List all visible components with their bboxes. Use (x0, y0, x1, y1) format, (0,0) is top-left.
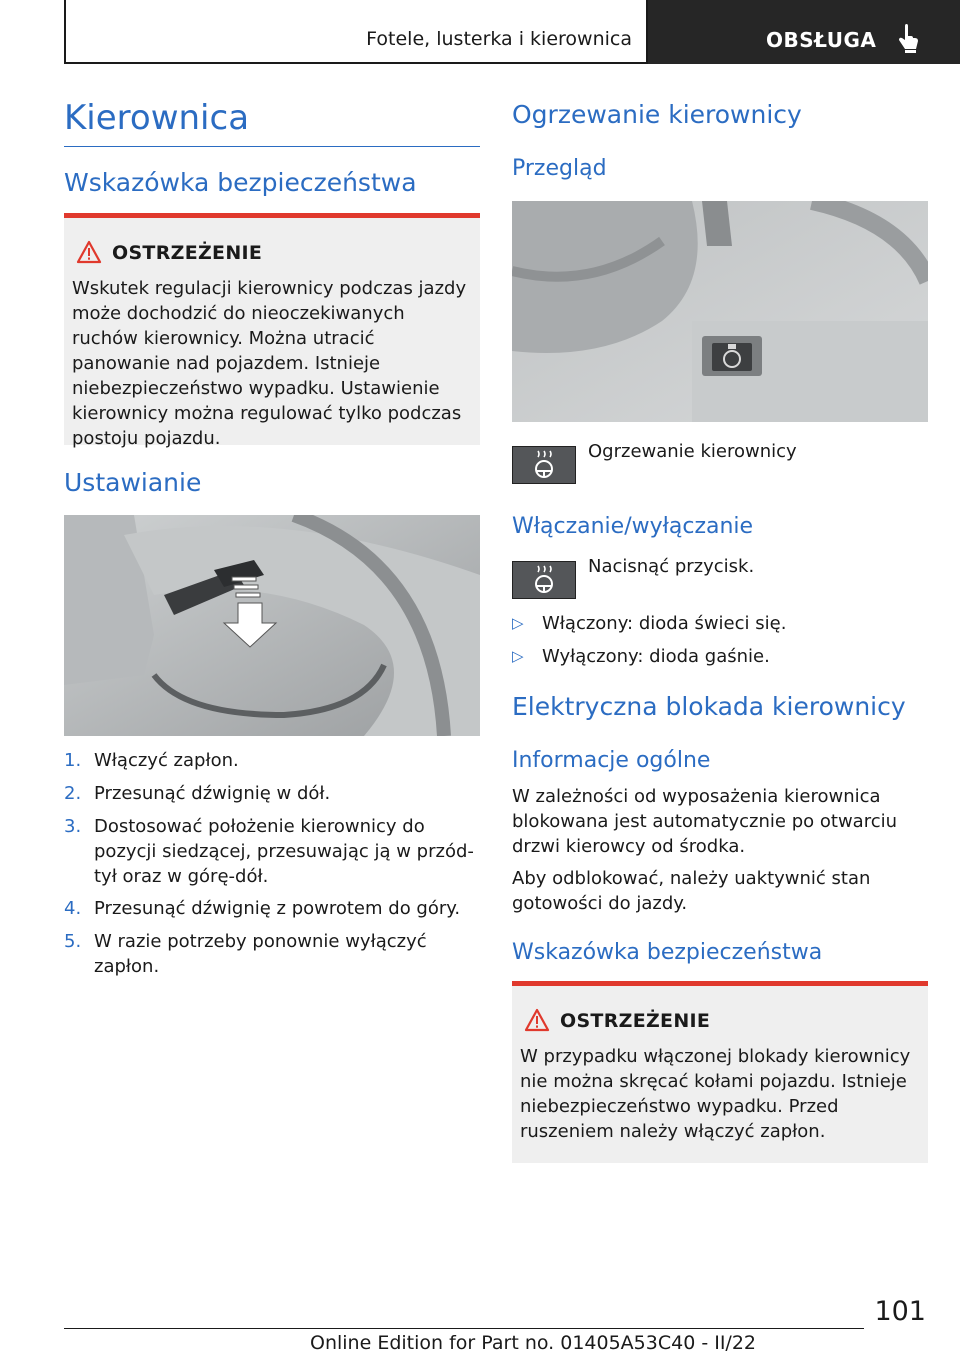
lock-title: Elektryczna blokada kierownicy (512, 692, 906, 721)
warning-triangle-icon (524, 1008, 550, 1032)
safety-heading: Wskazówka bezpieczeństwa (64, 168, 417, 197)
bullet-marker: ▷ (512, 647, 524, 665)
title-rule (64, 146, 480, 147)
warning-triangle-icon (76, 240, 102, 264)
step-text: Przesunąć dźwignię z powrotem do góry. (94, 898, 461, 919)
chapter-title: Fotele, lusterka i kierownica (366, 28, 632, 50)
bullet-marker: ▷ (512, 614, 524, 632)
adjust-heading: Ustawianie (64, 468, 202, 497)
warning-text: Wskutek regulacji kierownicy podczas jazdy może dochodzić do nieoczekiwanych ruchów kierownicy. Można utracić panowanie nad pojazdem. Istnieje niebezpieczeństwo wypadku. Ustawienie kierownicy można regulować tylko podczas postoju pojazdu. (72, 278, 467, 449)
bullet-text: Wyłączony: dioda gaśnie. (542, 646, 770, 667)
heated-steering-wheel-icon (512, 561, 576, 599)
step-number: 2. (64, 783, 82, 804)
step-number: 1. (64, 750, 82, 771)
onoff-heading: Włączanie/wyłączanie (512, 514, 754, 539)
step-text: Włączyć zapłon. (94, 750, 239, 771)
footer-rule (64, 1328, 864, 1329)
warning-title: OSTRZEŻENIE (112, 242, 263, 264)
heating-caption: Ogrzewanie kierownicy (588, 441, 797, 462)
general-paragraph-2: Aby odblokować, należy uaktywnić stan gotowości do jazdy. (512, 868, 871, 914)
step-number: 4. (64, 898, 82, 919)
page-number: 101 (874, 1296, 926, 1327)
heating-title: Ogrzewanie kierownicy (512, 100, 802, 129)
header-chapter-box (64, 0, 648, 64)
bullet-text: Włączony: dioda świeci się. (542, 613, 787, 634)
press-instruction: Nacisnąć przycisk. (588, 556, 755, 577)
safety-heading-2: Wskazówka bezpieczeństwa (512, 940, 823, 965)
warning-text-2: W przypadku włączonej blokady kierownicy nie można skręcać kołami pojazdu. Istnieje niebezpieczeństwo wypadku. Przed ruszeniem należy włączyć zapłon. (520, 1046, 911, 1142)
step-number: 5. (64, 931, 82, 952)
header-section-box (648, 0, 960, 64)
heating-button-photo (512, 201, 928, 422)
step-number: 3. (64, 816, 82, 837)
warning-box (64, 213, 480, 449)
overview-heading: Przegląd (512, 156, 607, 181)
step-text: W razie potrzeby ponownie wyłączyć zapłon. (94, 931, 427, 977)
warning-title-2: OSTRZEŻENIE (560, 1010, 711, 1032)
step-text: Dostosować położenie kierownicy do pozycji siedzącej, przesuwając ją w przód-tył oraz w górę-dół. (94, 816, 474, 887)
page-title: Kierownica (64, 98, 250, 138)
heated-steering-wheel-icon (512, 446, 576, 484)
warning-box-2 (512, 981, 928, 1163)
general-paragraph-1: W zależności od wyposażenia kierownica blokowana jest automatycznie po otwarciu drzwi kierowcy od środka. (512, 786, 898, 857)
steering-column-lever-photo (64, 515, 480, 736)
pointing-hand-icon (896, 24, 922, 54)
edition-note: Online Edition for Part no. 01405A53C40 - II/22 (310, 1332, 757, 1354)
section-title: OBSŁUGA (766, 28, 877, 52)
general-heading: Informacje ogólne (512, 748, 711, 773)
step-text: Przesunąć dźwignię w dół. (94, 783, 331, 804)
